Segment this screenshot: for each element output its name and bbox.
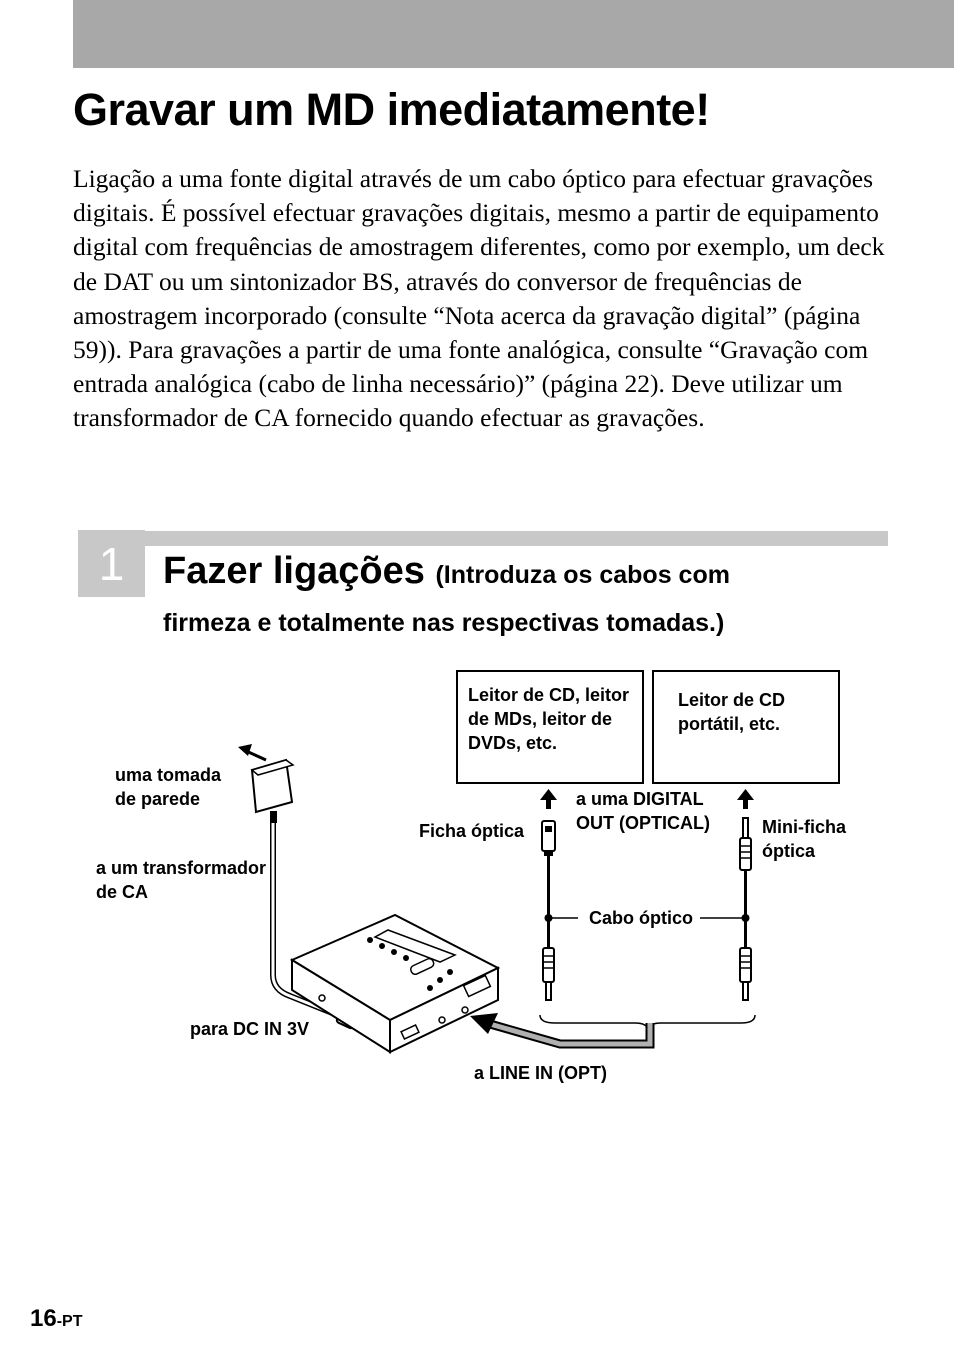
mini-plug-icon [543,948,554,1000]
svg-text:de CA [96,882,148,902]
svg-text:portátil, etc. [678,714,780,734]
device-box-1-line-2: de MDs, leitor de [468,709,613,729]
svg-text:a LINE IN (OPT) [474,1063,607,1083]
intro-paragraph: Ligação a uma fonte digital através de um cabo óptico para efectuar gravações digitais. É possível efectuar gravações digitais, mesmo a partir de equipamento digital com frequências de amostragem diferentes, como por exemplo, um deck de DAT ou um sintonizador BS, através do conversor de frequências de amostragem incorporado (consulte “Nota acerca da gravação digital” (página 59)). Para gravações a partir de uma fonte analógica, consulte “Gravação com entrada analógica (cabo de linha necessário)” (página 22). Deve utilizar um transformador de CA fornecido quando efectuar as gravações. [73,164,885,433]
digital-out-label-2: OUT (OPTICAL) [576,813,710,833]
dc-in-label: para DC IN 3V [190,1019,310,1039]
step-subtitle-part1: (Introduza os cabos com [435,561,730,589]
mini-plug-label-1: Mini-ficha [762,817,846,837]
svg-text:Cabo óptico [589,908,693,928]
line-in-label: a LINE IN (OPT) [474,1063,608,1083]
optical-plug-icon [542,821,555,856]
arrow-up-left-icon [238,744,266,760]
svg-text:para DC IN 3V [190,1019,309,1039]
svg-text:óptica [762,841,816,861]
ac-adaptor-label-2: de CA [96,882,149,902]
svg-text:Leitor de CD [678,690,785,710]
optical-cable-label: Cabo óptico [589,908,693,928]
device-box-2-line-1: Leitor de CD [678,690,786,710]
ac-adaptor-label-1: a um transformador [96,858,267,878]
wall-outlet-label-1: uma tomada [115,765,222,785]
svg-text:OUT (OPTICAL) [576,813,710,833]
device-box-2-line-2: portátil, etc. [678,714,781,734]
page-title: Gravar um MD imediatamente! [73,84,710,135]
svg-text:a um transformador [96,858,266,878]
step-number: 1 [98,537,125,590]
page-number-value: 16 [30,1305,57,1332]
step-subtitle-part2: firmeza e totalmente nas respectivas tomadas.) [163,609,725,637]
line-in-arrow-icon [470,1013,650,1044]
svg-text:Ficha óptica [419,821,525,841]
page-number [30,1305,82,1333]
mini-plug-icon [740,948,751,1000]
digital-out-label-1: a uma DIGITAL [576,789,704,809]
device-box-1-line-3: DVDs, etc. [468,733,558,753]
ac-adaptor-icon [252,760,293,823]
step-title-main: Fazer ligações [163,550,425,592]
svg-text:a uma DIGITAL [576,789,704,809]
svg-text:DVDs, etc. [468,733,557,753]
svg-text:de MDs, leitor de [468,709,612,729]
arrow-up-icon [737,789,754,809]
mini-plug-icon [740,818,751,870]
md-recorder-icon [292,915,498,1052]
device-box-1-line-1: Leitor de CD, leitor [468,685,630,705]
optical-plug-label: Ficha óptica [419,821,525,841]
svg-text:Mini-ficha [762,817,847,837]
page-number-suffix: -PT [56,1313,83,1330]
arrow-up-icon [540,789,557,809]
svg-text:Leitor de CD, leitor [468,685,629,705]
svg-text:uma tomada [115,765,222,785]
svg-text:de parede [115,789,200,809]
wall-outlet-label-2: de parede [115,789,201,809]
mini-plug-label-2: óptica [762,841,816,861]
